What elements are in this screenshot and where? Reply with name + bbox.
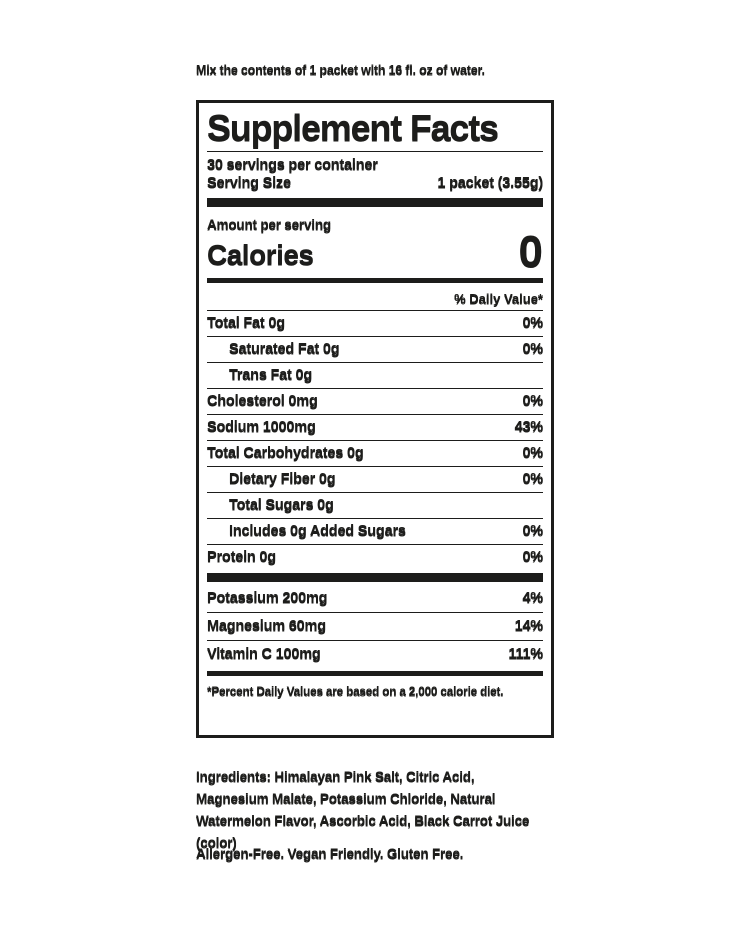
ingredients-line: (color) (196, 835, 237, 850)
nutrient-row-protein (207, 544, 543, 570)
thick-divider-minerals (207, 573, 543, 582)
serving-size-row (207, 173, 543, 195)
nutrient-row-trans-fat (207, 362, 543, 388)
nutrient-row-total-carbohydrates (207, 440, 543, 466)
daily-value-header: % Daily Value* (207, 286, 543, 311)
nutrient-dv: 0% (522, 445, 543, 462)
ingredients-line: Magnesium Malate, Potassium Chloride, Natural (196, 791, 496, 806)
nutrient-row-saturated-fat (207, 336, 543, 362)
nutrient-name: Sodium 1000mg (207, 419, 316, 436)
nutrient-name: Protein 0g (207, 549, 276, 566)
claims-text: Allergen-Free. Vegan Friendly. Gluten Free. (196, 846, 464, 861)
nutrient-name: Dietary Fiber 0g (229, 471, 336, 488)
nutrient-dv: 0% (522, 315, 543, 332)
nutrient-dv: 111% (508, 646, 543, 663)
nutrient-name: Vitamin C 100mg (207, 646, 321, 663)
calories-value: 0 (518, 227, 543, 277)
calories-row (207, 227, 543, 277)
preparation-instruction: Mix the contents of 1 packet with 16 fl. oz of water. (196, 63, 485, 77)
supplement-facts-panel (196, 100, 554, 738)
nutrient-dv: 4% (522, 590, 543, 607)
nutrient-row-total-sugars (207, 492, 543, 518)
calories-label: Calories (207, 238, 314, 270)
nutrient-dv: 0% (522, 393, 543, 410)
nutrient-row-dietary-fiber (207, 466, 543, 492)
serving-size-label: Serving Size (207, 175, 291, 192)
ingredients-text (196, 766, 541, 854)
nutrient-row-added-sugars (207, 518, 543, 544)
medium-divider-footnote (207, 671, 543, 676)
nutrient-name: Cholesterol 0mg (207, 393, 318, 410)
mineral-row-vitamin-c (207, 640, 543, 668)
mineral-row-potassium (207, 585, 543, 612)
nutrient-name: Includes 0g Added Sugars (229, 523, 406, 540)
nutrient-row-sodium (207, 414, 543, 440)
nutrient-dv: 43% (514, 419, 543, 436)
nutrient-dv: 0% (522, 523, 543, 540)
nutrient-dv: 14% (514, 618, 543, 635)
thick-divider-top (207, 198, 543, 207)
nutrient-name: Potassium 200mg (207, 590, 328, 607)
medium-divider-calories (207, 278, 543, 283)
nutrient-name: Saturated Fat 0g (229, 341, 340, 358)
nutrient-dv: 0% (522, 549, 543, 566)
mineral-row-magnesium (207, 612, 543, 640)
nutrient-name: Total Fat 0g (207, 315, 285, 332)
nutrient-dv: 0% (522, 471, 543, 488)
nutrient-name: Magnesium 60mg (207, 618, 326, 635)
nutrient-rows (207, 311, 543, 570)
nutrient-dv: 0% (522, 341, 543, 358)
nutrient-name: Trans Fat 0g (229, 367, 313, 384)
nutrient-row-cholesterol (207, 388, 543, 414)
ingredients-line: Ingredients: Himalayan Pink Salt, Citric Acid, (196, 769, 475, 784)
nutrient-row-total-fat (207, 311, 543, 336)
nutrient-name: Total Carbohydrates 0g (207, 445, 364, 462)
servings-per-container: 30 servings per container (207, 157, 378, 174)
serving-size-value: 1 packet (3.55g) (437, 175, 543, 192)
amount-per-serving-label: Amount per serving (207, 217, 331, 233)
nutrient-name: Total Sugars 0g (229, 497, 334, 514)
ingredients-line: Watermelon Flavor, Ascorbic Acid, Black Carrot Juice (196, 813, 530, 828)
daily-value-footnote: *Percent Daily Values are based on a 2,000 calorie diet. (207, 683, 504, 698)
panel-title: Supplement Facts (207, 107, 498, 148)
mineral-rows (207, 585, 543, 668)
